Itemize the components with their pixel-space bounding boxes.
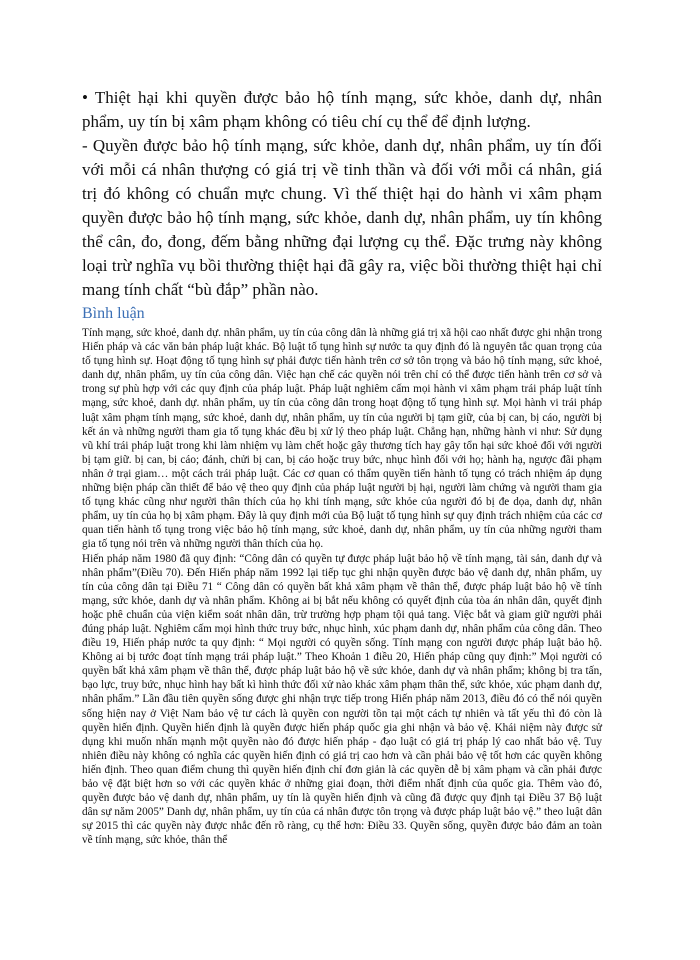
bullet-paragraph: • Thiệt hại khi quyền được bảo hộ tính mạng, sức khỏe, danh dự, nhân phẩm, uy tín bị xâm phạm không có tiêu chí cụ thể để định lượng.	[82, 88, 602, 131]
commentary-heading: Bình luận	[82, 305, 145, 322]
commentary-paragraph-1: Tính mạng, sức khoẻ, danh dự. nhân phẩm, uy tín của công dân là những giá trị xã hội cao nhất được ghi nhận trong Hiến pháp và các văn bản pháp luật khác. Bộ luật tố tụng hình sự nước ta quy định đó là nguyên tắc quan trọng của tố tụng hình sự. Hoạt động tố tụng hình sự phải được tiến hành trên cơ sở tôn trọng và bảo hộ tính mạng, sức khoẻ, danh dự, nhân phẩm, uy tín của công dân. Việc hạn chế các quyền nói trên chỉ có thể được tiến hành trên cơ sở và trong sự phù hợp với các quy định của pháp luật. Pháp luật nghiêm cấm mọi hành vi xâm phạm trái pháp luật tính mạng, sức khoẻ, danh dự. nhân phẩm, uy tín của công dân trong hoạt động tố tụng hình sự. Mọi hành vi trái pháp luật xâm phạm tính mạng, sức khoẻ, danh dự, nhân phẩm, uy tín của người bị tạm giữ, của bị can, bị cáo, người bị kết án và những người tham gia tố tụng khác đều bị xử lý theo pháp luật. Chẳng hạn, những hành vi như: Sử dụng vũ khí trái pháp luật trong khi làm nhiệm vụ làm chết hoặc gây thương tích hay gây tổn hại sức khoẻ đối với người bị tạm giữ. bị can, bị cáo; đánh, chửi bị can, bị cáo hoặc truy bức, nhục hình đối với họ; hành hạ, ngược đãi phạm nhân ở trại giam… một cách trái pháp luật. Các cơ quan có thẩm quyền tiến hành tố tụng có trách nhiệm áp dụng những biện pháp cần thiết để bảo vệ theo quy định của pháp luật người bị hại, người làm chứng và người tham gia tố tụng khác cũng như người thân thích của họ khi tính mạng, sức khỏe của người đó bị đe dọa, danh dự, nhân phẩm, uy tín của họ bị xâm phạm. Đây là quy định mới của Bộ luật tố tụng hình sự quy định trách nhiệm của các cơ quan tiến hành tố tụng trong việc bảo hộ tính mạng, sức khoẻ, danh dự, nhân phẩm, uy tín của những người tham gia tố tụng nói trên và những người thân thích của họ.	[82, 327, 602, 551]
document-page	[82, 86, 602, 847]
commentary-paragraph-2: Hiến pháp năm 1980 đã quy định: “Công dân có quyền tự được pháp luật bảo hộ về tính mạng, tài sản, danh dự và nhân phẩm”(Điều 70). Đến Hiến pháp năm 1992 lại tiếp tục ghi nhận quyền được bảo vệ danh dự, nhân phẩm, uy tín của công dân tại Điều 71 “ Công dân có quyền bất khả xâm phạm về thân thể, được pháp luật bảo hộ về tính mạng, sức khỏe, danh dự và nhân phẩm. Không ai bị bắt nếu không có quyết định của tòa án nhân dân, quyết định hoặc phê chuẩn của viện kiểm soát nhân dân, trừ trường hợp phạm tội quả tang. Việc bắt và giam giữ người phải đúng pháp luật. Nghiêm cấm mọi hình thức truy bức, nhục hình, xúc phạm danh dự, nhân phẩm của công dân. Theo điều 19, Hiến pháp nước ta quy định: “ Mọi người có quyền sống. Tính mạng con người được pháp luật bảo hộ. Không ai bị tước đoạt tính mạng trái pháp luật.” Theo Khoản 1 điều 20, Hiến pháp cũng quy định:” Mọi người có quyền bất khả xâm phạm về thân thể, được pháp luật bảo hộ về sức khỏe, danh dự và nhân phẩm; không bị tra tấn, bạo lực, truy bức, nhục hình hay bất kì hình thức đối xử nào khác xâm phạm thân thể, sức khỏe, xúc phạm danh dự, nhân phẩm.” Lần đầu tiên quyền sống được ghi nhận trực tiếp trong Hiến pháp năm 2013, điều đó có thể nói quyền sống hiện nay ở Việt Nam bảo vệ tư cách là quyền con người tồn tại một cách tự nhiên và tất yếu thì đó còn là quyền hiến định. Quyền hiến định là quyền được hiến pháp quốc gia ghi nhận và bảo vệ. Khái niệm này được sử dụng khi muốn nhấn mạnh một quyền nào đó được hiến pháp - đạo luật có giá trị pháp lý cao nhất bảo vệ. Tuy nhiên điều này không có nghĩa các quyền hiến định có giá trị cao hơn và cần phải bảo vệ tốt hơn các quyền không hiến định. Theo quan điểm chung thì quyền hiến định chỉ đơn giản là các quyền dễ bị xâm phạm và cần phải được bảo vệ đặt biệt hơn so với các quyền khác ở những giai đoạn, thời điểm nhất định của quốc gia. Thêm vào đó, quyền được bảo vệ danh dự, nhân phẩm, uy tín là quyền hiến định và cũng đã được quy định tại Điều 37 Bộ luật dân sự năm 2005” Danh dự, nhân phẩm, uy tín của cá nhân được tôn trọng và được pháp luật bảo vệ.” theo luật dân sự 2015 thì các quyền này được nhắc đến rõ ràng, cụ thể hơn: Điều 33. Quyền sống, quyền được bảo đảm an toàn về tính mạng, sức khỏe, thân thể	[82, 552, 602, 847]
dash-paragraph: - Quyền được bảo hộ tính mạng, sức khỏe, danh dự, nhân phẩm, uy tín đối với mỗi cá nhân thượng có giá trị về tinh thần và đối với mỗi cá nhân, giá trị đó không có chuẩn mực chung. Vì thế thiệt hại do hành vi xâm phạm quyền được bảo hộ tính mạng, sức khỏe, danh dự, nhân phẩm, uy tín không thể cân, đo, đong, đếm bằng những đại lượng cụ thể. Đặc trưng này không loại trừ nghĩa vụ bồi thường thiệt hại đã gây ra, việc bồi thường thiệt hại chỉ mang tính chất “bù đắp” phần nào.	[82, 136, 602, 299]
